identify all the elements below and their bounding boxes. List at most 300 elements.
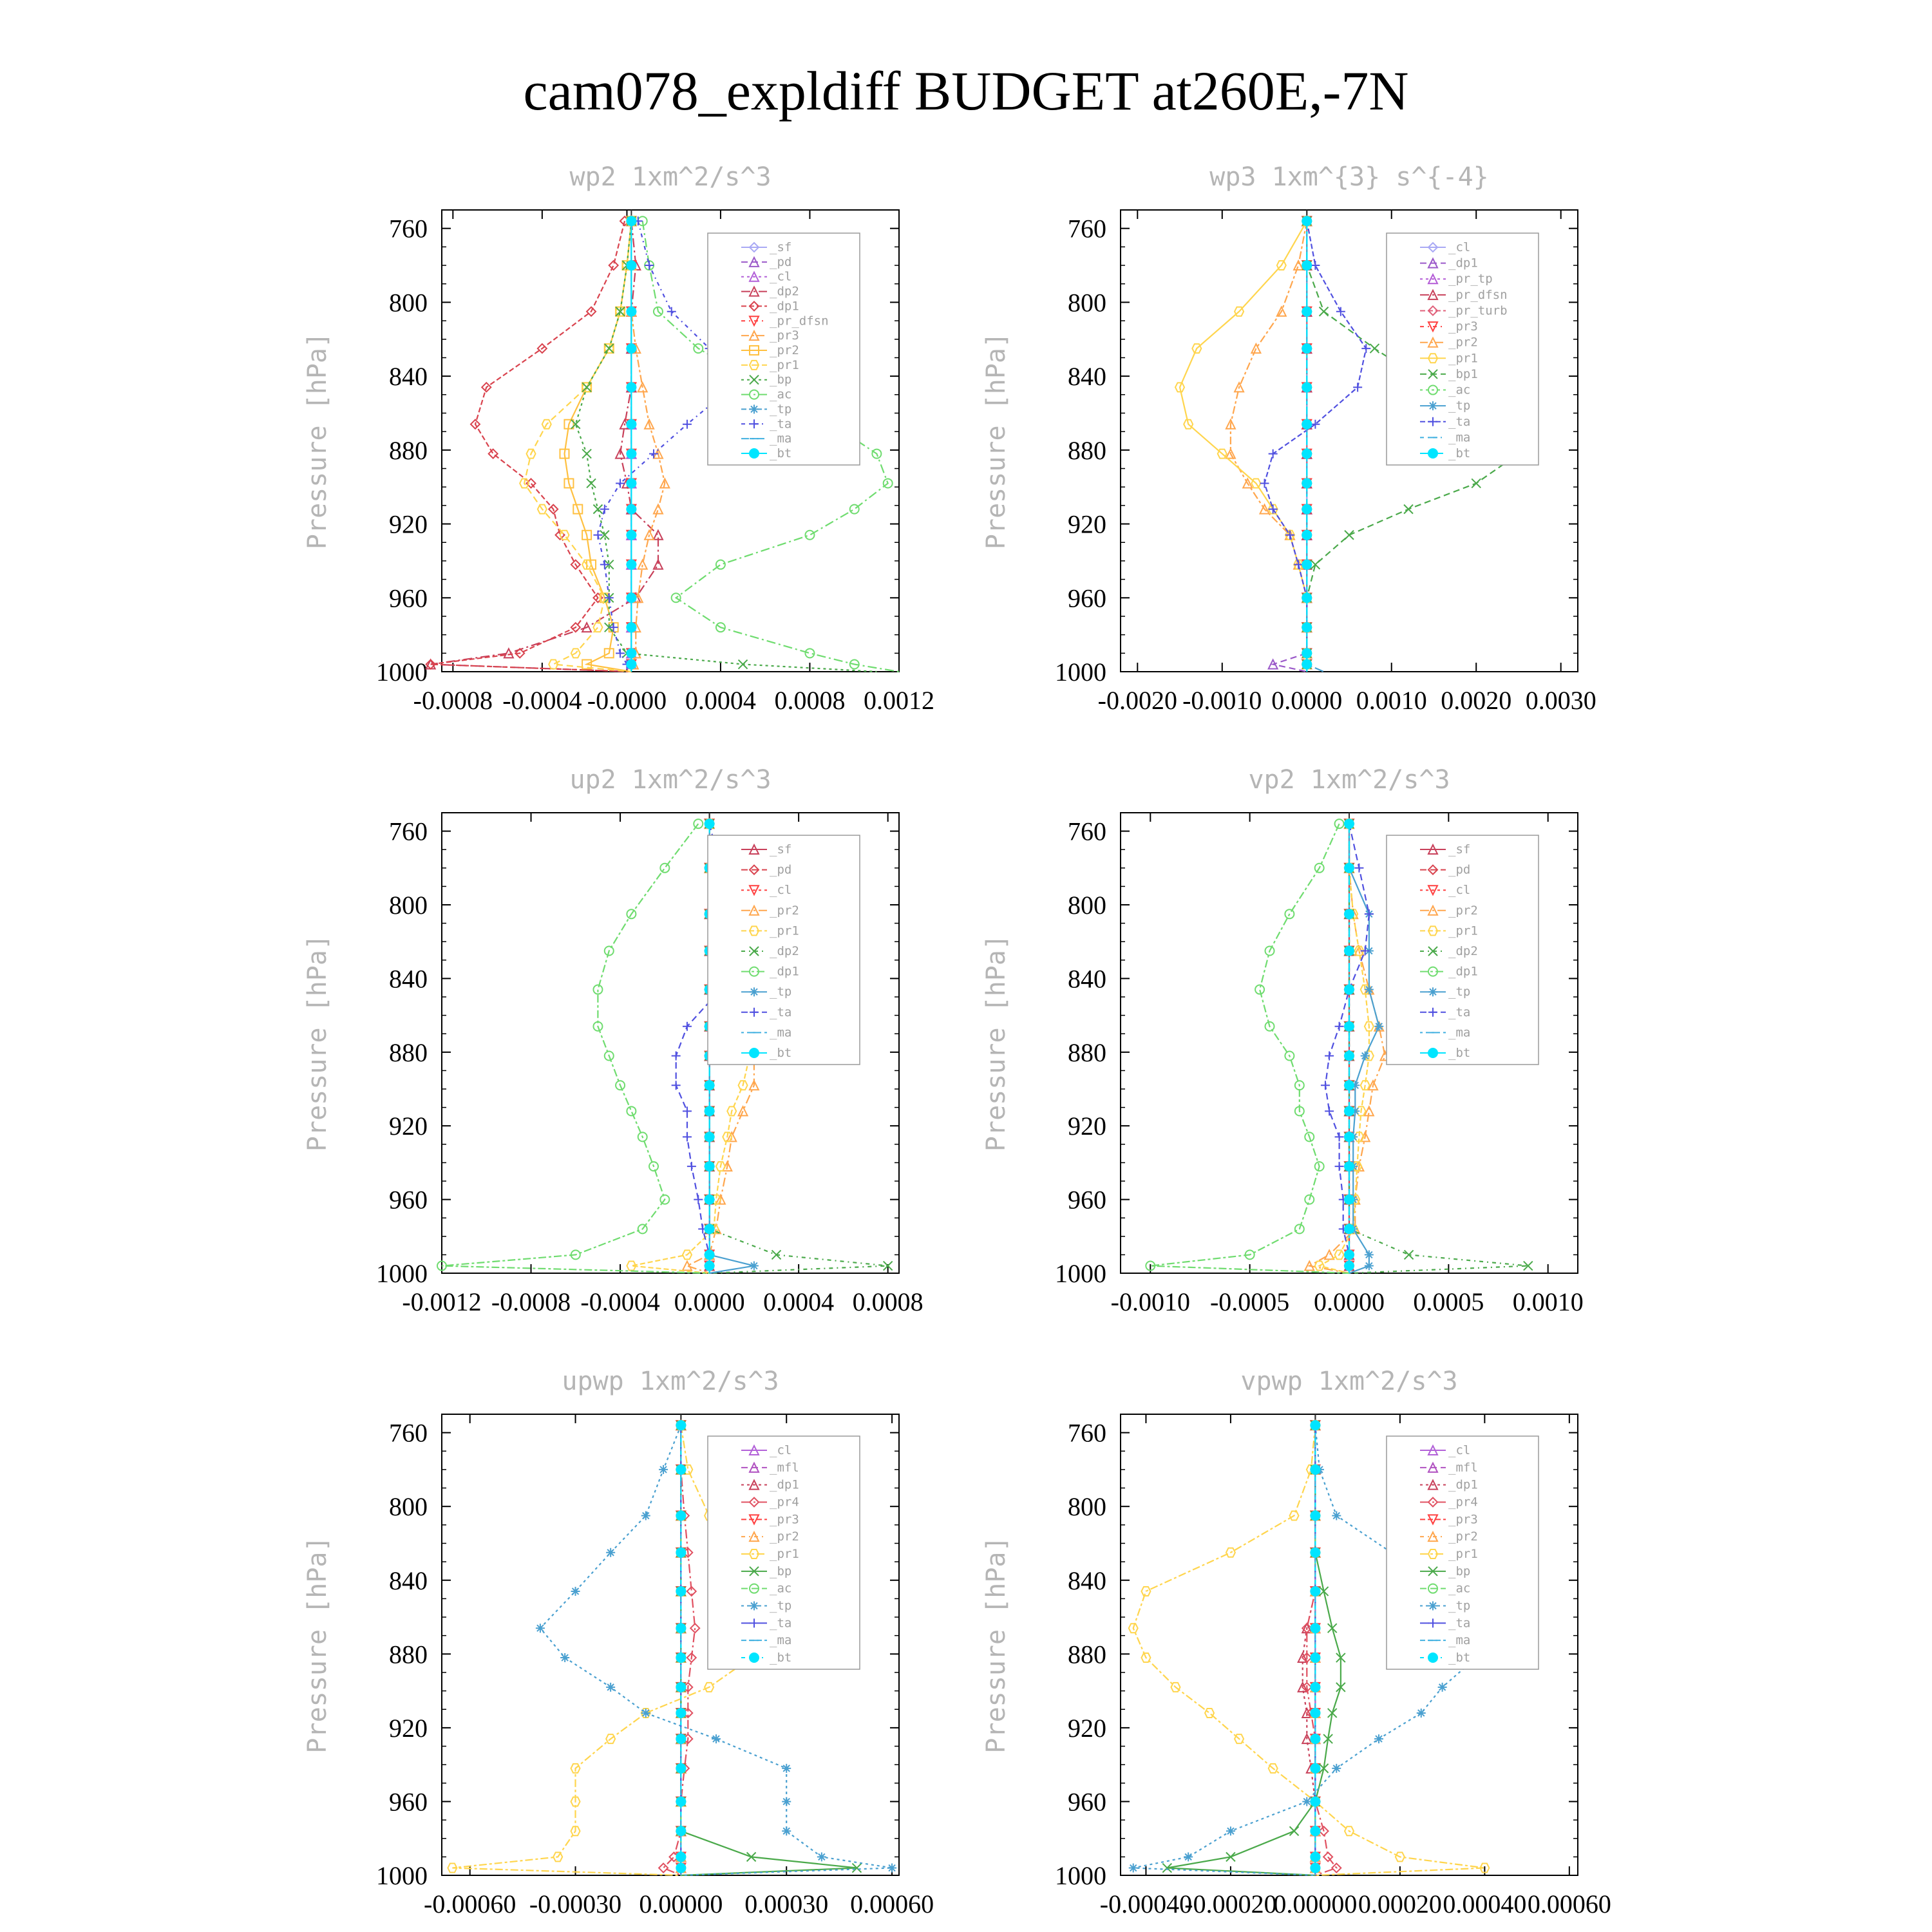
- data-point: [1310, 1682, 1320, 1692]
- data-point: [705, 1080, 715, 1090]
- series-line: [524, 221, 631, 672]
- data-point: [641, 1709, 650, 1718]
- data-point: [1370, 344, 1379, 353]
- legend-label: _dp2: [770, 284, 799, 299]
- data-point: [676, 1796, 686, 1806]
- x-tick-label: 0.0005: [1413, 1287, 1484, 1316]
- legend: [708, 835, 860, 1065]
- data-point: [626, 216, 636, 226]
- x-tick-label: 0.0000: [1314, 1287, 1385, 1316]
- data-point: [659, 1465, 668, 1474]
- legend-label: _pr2: [770, 343, 799, 357]
- legend-label: _pr_dfsn: [770, 314, 829, 328]
- y-tick-label: 880: [389, 1037, 428, 1067]
- data-point: [739, 660, 748, 669]
- legend-marker: [1428, 401, 1437, 410]
- data-point: [1310, 1548, 1320, 1558]
- legend-label: _tp: [1448, 1598, 1471, 1613]
- legend: [1387, 835, 1539, 1065]
- x-tick-label: 0.0010: [1356, 686, 1427, 715]
- data-point: [676, 1548, 686, 1558]
- legend-label: _pd: [770, 254, 792, 269]
- legend-label: _pr4: [1448, 1495, 1478, 1510]
- data-point: [626, 419, 636, 430]
- y-tick-label: 1000: [376, 1861, 428, 1890]
- legend-label: _pr1: [1448, 1547, 1478, 1561]
- data-point: [683, 1022, 692, 1031]
- series-tp: [1302, 216, 1323, 672]
- data-point: [626, 530, 636, 540]
- y-tick-label: 920: [1068, 1713, 1106, 1743]
- series-line: [1320, 824, 1369, 1273]
- legend-label: _pr2: [1448, 903, 1478, 918]
- data-point: [676, 1863, 686, 1873]
- data-point: [817, 1852, 826, 1861]
- legend-label: _ac: [770, 387, 792, 402]
- legend-label: _ma: [1448, 1025, 1471, 1040]
- legend-label: _cl: [1448, 240, 1471, 254]
- data-point: [676, 1826, 686, 1836]
- y-tick-label: 1000: [1055, 1861, 1106, 1890]
- legend-label: _dp1: [770, 1477, 799, 1492]
- legend-label: _sf: [1448, 842, 1471, 857]
- legend: [1387, 233, 1539, 465]
- x-tick-label: 0.00020: [1358, 1889, 1442, 1918]
- y-tick-label: 800: [1068, 891, 1106, 920]
- data-point: [1302, 560, 1312, 570]
- data-point: [654, 560, 663, 569]
- series-line: [631, 221, 665, 672]
- series-pr2: [1226, 216, 1311, 672]
- legend-label: _bp: [1448, 1564, 1471, 1578]
- data-point: [1321, 1081, 1330, 1090]
- data-point: [1302, 592, 1312, 603]
- x-tick-label: 0.0000: [674, 1287, 745, 1316]
- data-point: [1290, 1826, 1299, 1835]
- y-tick-label: 920: [389, 509, 428, 539]
- y-axis-label: Pressure [hPa]: [981, 934, 1011, 1152]
- legend-label: _cl: [770, 269, 792, 284]
- chart-panel-4: [981, 765, 1584, 1316]
- x-tick-label: -0.00020: [1184, 1889, 1277, 1918]
- data-point: [676, 1623, 686, 1633]
- series-dp1: [1269, 216, 1312, 672]
- series-line: [442, 824, 710, 1273]
- legend-label: _pr3: [1448, 319, 1478, 334]
- legend-label: _pr1: [770, 1547, 799, 1561]
- series-ta: [1321, 819, 1374, 1273]
- legend-marker: [749, 1048, 759, 1058]
- data-point: [1310, 1708, 1320, 1718]
- series-line: [1273, 221, 1307, 672]
- data-point: [694, 819, 703, 828]
- x-tick-label: -0.0004: [580, 1287, 660, 1316]
- y-tick-label: 840: [389, 964, 428, 994]
- data-point: [626, 659, 636, 670]
- series-line: [663, 1425, 695, 1875]
- legend-label: _mfl: [1448, 1460, 1478, 1475]
- legend-label: _ta: [770, 417, 792, 431]
- series-line: [1150, 824, 1349, 1273]
- data-point: [1438, 1683, 1447, 1692]
- y-tick-label: 1000: [376, 658, 428, 687]
- data-point: [1310, 1653, 1320, 1663]
- data-point: [626, 382, 636, 392]
- data-point: [609, 261, 618, 270]
- data-point: [705, 1106, 715, 1116]
- legend-label: _pr1: [770, 357, 799, 372]
- data-point: [676, 1708, 686, 1718]
- y-tick-label: 760: [1068, 1418, 1106, 1448]
- legend-marker: [1428, 448, 1438, 459]
- y-tick-label: 880: [389, 1640, 428, 1669]
- data-point: [626, 449, 636, 459]
- legend-label: _bt: [1448, 1046, 1471, 1060]
- data-point: [1344, 946, 1354, 956]
- x-tick-label: 0.00060: [850, 1889, 934, 1918]
- data-point: [1269, 450, 1278, 459]
- legend-label: _sf: [770, 842, 792, 857]
- data-point: [805, 531, 814, 540]
- legend-label: _pr1: [770, 923, 799, 938]
- data-point: [1302, 530, 1312, 540]
- data-point: [782, 1764, 791, 1773]
- data-point: [1417, 1709, 1426, 1718]
- data-point: [1255, 985, 1264, 994]
- y-tick-label: 760: [389, 817, 428, 846]
- data-point: [676, 1734, 686, 1744]
- series-line: [1265, 221, 1367, 672]
- y-axis-label: Pressure [hPa]: [303, 1536, 332, 1754]
- legend-label: _dp1: [770, 299, 799, 314]
- data-point: [1260, 478, 1269, 488]
- data-point: [1325, 1052, 1334, 1061]
- y-axis-label: Pressure [hPa]: [981, 332, 1011, 550]
- y-tick-label: 880: [1068, 1037, 1106, 1067]
- data-point: [887, 1864, 896, 1873]
- legend-label: _pr3: [770, 1512, 799, 1527]
- data-point: [1472, 478, 1481, 488]
- series-pr1: [520, 216, 636, 672]
- x-tick-label: 0.00040: [1443, 1889, 1527, 1918]
- data-point: [705, 1132, 715, 1142]
- data-point: [606, 1548, 615, 1557]
- legend-marker: [1428, 987, 1437, 996]
- series-pr3: [627, 216, 669, 672]
- x-tick-label: -0.0012: [402, 1287, 482, 1316]
- y-tick-label: 1000: [1055, 1259, 1106, 1288]
- chart-panel-3: [303, 765, 923, 1316]
- legend-label: _ta: [770, 1616, 792, 1631]
- legend-label: _bp: [770, 372, 792, 387]
- data-point: [1302, 478, 1312, 488]
- legend-label: _bt: [1448, 1651, 1471, 1665]
- data-point: [1310, 1511, 1320, 1521]
- y-axis-label: Pressure [hPa]: [981, 1536, 1011, 1754]
- data-point: [638, 560, 647, 569]
- panel-title: vpwp 1xm^2/s^3: [1240, 1367, 1458, 1396]
- legend: [708, 233, 860, 465]
- legend-label: _ta: [1448, 1005, 1471, 1019]
- data-point: [654, 505, 663, 514]
- series-ta: [1260, 216, 1371, 672]
- data-point: [1320, 307, 1329, 316]
- data-point: [1336, 307, 1345, 316]
- y-tick-label: 840: [1068, 1566, 1106, 1595]
- legend-label: _tp: [1448, 399, 1471, 413]
- series-pr2: [1305, 819, 1389, 1273]
- data-point: [676, 1682, 686, 1692]
- y-tick-label: 960: [389, 1787, 428, 1817]
- series-bp: [1162, 1421, 1345, 1875]
- chart-panel-1: [303, 162, 934, 715]
- data-point: [1302, 659, 1312, 670]
- legend-label: _cl: [770, 1443, 792, 1457]
- legend-label: _tp: [1448, 985, 1471, 999]
- data-point: [1344, 1080, 1354, 1090]
- legend-marker: [749, 448, 759, 459]
- x-tick-label: -0.00040: [1099, 1889, 1193, 1918]
- data-point: [587, 478, 596, 488]
- data-point: [1335, 1132, 1344, 1141]
- data-point: [1335, 819, 1344, 828]
- data-point: [627, 1106, 636, 1115]
- data-point: [676, 1653, 686, 1663]
- data-point: [676, 1586, 686, 1596]
- data-point: [1335, 1162, 1344, 1171]
- y-tick-label: 960: [1068, 1185, 1106, 1215]
- series-dp1: [437, 819, 710, 1273]
- data-point: [1310, 1464, 1320, 1475]
- legend-label: _dp2: [1448, 944, 1478, 958]
- legend: [708, 1436, 860, 1669]
- data-point: [676, 1511, 686, 1521]
- data-point: [1205, 1709, 1214, 1718]
- panel-title: up2 1xm^2/s^3: [569, 765, 772, 795]
- data-point: [716, 560, 725, 569]
- data-point: [1345, 531, 1354, 540]
- legend-label: _dp1: [770, 964, 799, 979]
- y-tick-label: 880: [1068, 435, 1106, 465]
- data-point: [1332, 1511, 1341, 1520]
- x-tick-label: -0.00060: [424, 1889, 516, 1918]
- x-tick-label: -0.0005: [1209, 1287, 1290, 1316]
- data-point: [676, 1763, 686, 1774]
- panels: [303, 162, 1611, 1918]
- data-point: [782, 1797, 791, 1806]
- x-tick-label: -0.0020: [1097, 686, 1177, 715]
- data-point: [1344, 1021, 1354, 1032]
- data-point: [1344, 1249, 1354, 1260]
- legend-label: _dp1: [1448, 1477, 1478, 1492]
- series-line: [1309, 824, 1385, 1273]
- legend-marker: [750, 987, 759, 996]
- legend-label: _ma: [770, 1633, 792, 1648]
- y-axis-label: Pressure [hPa]: [303, 332, 332, 550]
- y-tick-label: 840: [1068, 964, 1106, 994]
- data-point: [676, 1852, 686, 1862]
- data-point: [1302, 622, 1312, 632]
- legend-label: _dp1: [1448, 256, 1478, 270]
- legend-label: _dp2: [770, 944, 799, 958]
- legend-label: _cl: [1448, 883, 1471, 898]
- data-point: [1302, 382, 1312, 392]
- y-axis-label: Pressure [hPa]: [303, 934, 332, 1152]
- legend-label: _tp: [770, 402, 792, 417]
- data-point: [609, 623, 618, 632]
- data-point: [606, 1683, 615, 1692]
- legend-marker: [750, 404, 759, 413]
- data-point: [672, 1081, 681, 1090]
- legend-label: _dp1: [1448, 964, 1478, 979]
- legend-label: _pr_dfsn: [1448, 287, 1508, 302]
- series-dp2: [426, 216, 663, 672]
- data-point: [1332, 1764, 1341, 1773]
- data-point: [626, 592, 636, 603]
- data-point: [1365, 1262, 1374, 1271]
- data-point: [1310, 1734, 1320, 1744]
- x-tick-label: 0.00030: [744, 1889, 829, 1918]
- data-point: [571, 420, 580, 429]
- y-tick-label: 960: [1068, 583, 1106, 613]
- x-tick-label: 0.00000: [1273, 1889, 1358, 1918]
- chart-panel-6: [981, 1367, 1611, 1918]
- legend-label: _pr_tp: [1448, 272, 1493, 287]
- y-tick-label: 840: [1068, 362, 1106, 392]
- x-tick-label: -0.0000: [587, 686, 667, 715]
- legend: [1387, 1436, 1539, 1669]
- series-pr1: [1315, 819, 1374, 1273]
- y-tick-label: 840: [389, 1566, 428, 1595]
- x-tick-label: 0.0008: [852, 1287, 923, 1316]
- x-tick-label: 0.0004: [763, 1287, 835, 1316]
- y-tick-label: 760: [1068, 817, 1106, 846]
- y-tick-label: 840: [389, 362, 428, 392]
- data-point: [1302, 1797, 1311, 1806]
- legend-label: _pr2: [1448, 1530, 1478, 1544]
- chart-panel-2: [981, 162, 1596, 715]
- data-point: [683, 1106, 692, 1115]
- y-tick-label: 960: [1068, 1787, 1106, 1817]
- data-point: [1302, 419, 1312, 430]
- legend-label: _bp: [770, 1564, 792, 1578]
- y-tick-label: 800: [389, 288, 428, 317]
- x-tick-label: -0.0008: [413, 686, 493, 715]
- legend-label: _ac: [1448, 1581, 1471, 1596]
- data-point: [660, 864, 669, 873]
- legend-label: _mfl: [770, 1460, 799, 1475]
- y-tick-label: 920: [1068, 1112, 1106, 1141]
- data-point: [626, 343, 636, 354]
- data-point: [1310, 1796, 1320, 1806]
- y-tick-label: 760: [389, 214, 428, 243]
- legend-label: _ma: [1448, 430, 1471, 445]
- y-tick-label: 800: [389, 891, 428, 920]
- x-tick-label: 0.00000: [639, 1889, 723, 1918]
- data-point: [1226, 1826, 1235, 1835]
- legend-marker: [1428, 1048, 1438, 1058]
- data-point: [782, 1826, 791, 1835]
- legend-label: _ac: [1448, 383, 1471, 397]
- data-point: [1354, 864, 1363, 873]
- data-point: [1374, 1022, 1383, 1031]
- series-bt: [1302, 216, 1312, 672]
- data-point: [712, 1734, 721, 1743]
- data-point: [1302, 260, 1312, 270]
- data-point: [676, 1420, 686, 1430]
- legend-marker: [1428, 1653, 1438, 1663]
- data-point: [626, 307, 636, 317]
- chart-panel-5: [303, 1367, 934, 1918]
- data-point: [1344, 1224, 1354, 1234]
- panel-title: upwp 1xm^2/s^3: [562, 1367, 779, 1396]
- data-point: [605, 344, 614, 353]
- data-point: [600, 560, 609, 569]
- y-tick-label: 960: [389, 583, 428, 613]
- panel-title: wp3 1xm^{3} s^{-4}: [1209, 162, 1489, 192]
- data-point: [1374, 1734, 1383, 1743]
- legend-label: _tp: [770, 1598, 792, 1613]
- legend-label: _pr1: [1448, 351, 1478, 366]
- legend-marker: [750, 1602, 759, 1611]
- y-tick-label: 920: [389, 1112, 428, 1141]
- panel-title: wp2 1xm^2/s^3: [569, 162, 772, 192]
- y-tick-label: 1000: [376, 1259, 428, 1288]
- y-tick-label: 800: [389, 1492, 428, 1522]
- legend-label: _pr3: [770, 328, 799, 343]
- series-line: [1307, 221, 1323, 672]
- legend-label: _sf: [770, 240, 792, 254]
- legend-label: _tp: [770, 985, 792, 999]
- data-point: [1302, 648, 1312, 658]
- data-point: [687, 1162, 696, 1171]
- x-tick-label: 0.0012: [864, 686, 934, 715]
- series-line: [1180, 221, 1307, 672]
- legend-label: _pr_turb: [1448, 303, 1508, 318]
- data-point: [1404, 505, 1413, 514]
- data-point: [1310, 1852, 1320, 1862]
- data-point: [1365, 985, 1374, 994]
- legend-label: _ac: [770, 1581, 792, 1596]
- data-point: [560, 1653, 569, 1662]
- legend-label: _ta: [1448, 414, 1471, 429]
- data-point: [1311, 261, 1320, 270]
- legend-label: _ma: [770, 1025, 792, 1040]
- data-point: [683, 1262, 692, 1271]
- x-tick-label: 0.0004: [685, 686, 756, 715]
- series-line: [1303, 1425, 1316, 1875]
- data-point: [705, 819, 715, 829]
- y-tick-label: 800: [1068, 1492, 1106, 1522]
- data-point: [667, 307, 676, 316]
- legend-label: _cl: [1448, 1443, 1471, 1457]
- data-point: [1344, 1261, 1354, 1271]
- legend-label: _bt: [1448, 446, 1471, 460]
- legend-label: _ta: [1448, 1616, 1471, 1631]
- data-point: [705, 1195, 715, 1205]
- series-dp1: [426, 216, 632, 672]
- data-point: [641, 1511, 650, 1520]
- data-point: [805, 649, 814, 658]
- y-tick-label: 760: [389, 1418, 428, 1448]
- data-point: [1344, 1051, 1354, 1061]
- legend-label: _ta: [770, 1005, 792, 1019]
- data-point: [705, 1249, 715, 1260]
- legend-label: _pr2: [1448, 335, 1478, 350]
- legend-label: _bp1: [1448, 366, 1478, 381]
- data-point: [593, 623, 602, 632]
- y-tick-label: 960: [389, 1185, 428, 1215]
